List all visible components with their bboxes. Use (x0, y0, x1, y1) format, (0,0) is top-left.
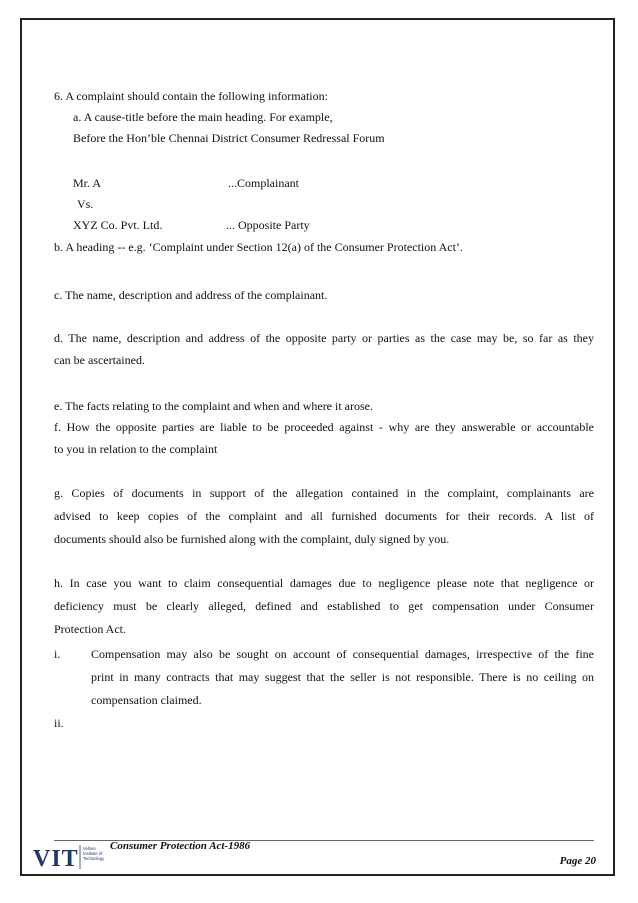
item-h-line1: h. In case you want to claim consequential damages due to negligence please note that negligence or (54, 576, 594, 590)
item-g-line2: advised to keep copies of the complaint and all furnished documents for their records. A list of (54, 509, 594, 523)
item-i-marker: i. (54, 647, 61, 661)
item-i-line2: print in many contracts that may suggest that the seller is not responsible. There is no ceiling on (91, 670, 594, 684)
party-b-name: XYZ Co. Pvt. Ltd. (73, 218, 163, 232)
item-i-line1: Compensation may also be sought on account of consequential damages, irrespective of the fine (91, 647, 594, 661)
page-number: Page 20 (559, 855, 596, 867)
item-g-line1: g. Copies of documents in support of the allegation contained in the complaint, complainants are (54, 486, 594, 500)
party-a-role: ...Complainant (228, 176, 299, 190)
party-b-role: ... Opposite Party (226, 218, 310, 232)
item-c: c. The name, description and address of the complainant. (54, 288, 328, 302)
item-6-intro: 6. A complaint should contain the following information: (54, 89, 328, 103)
item-d-line2: can be ascertained. (54, 353, 145, 367)
vit-logo (32, 842, 106, 872)
svg-text:Institute of: Institute of (83, 851, 103, 856)
item-d-line1: d. The name, description and address of the opposite party or parties as the case may be, so far as they (54, 331, 594, 345)
versus-label: Vs. (77, 197, 94, 211)
item-6a: a. A cause-title before the main heading. For example, (73, 110, 333, 124)
item-g-line3: documents should also be furnished along with the complaint, duly signed by you. (54, 532, 450, 546)
svg-text:Technology: Technology (83, 856, 105, 861)
item-ii-marker: ii. (54, 716, 64, 730)
item-f-line2: to you in relation to the complaint (54, 442, 218, 456)
party-a-name: Mr. A (73, 176, 102, 190)
item-6-before: Before the Hon’ble Chennai District Consumer Redressal Forum (73, 131, 385, 145)
item-h-line3: Protection Act. (54, 622, 126, 636)
item-i-line3: compensation claimed. (91, 693, 202, 707)
item-f-line1: f. How the opposite parties are liable to be proceeded against - why are they answerable or accountable (54, 420, 594, 434)
item-b: b. A heading -- e.g. ‘Complaint under Section 12(a) of the Consumer Protection Act’. (54, 240, 463, 254)
item-h-line2: deficiency must be clearly alleged, defined and established to get compensation under Consumer (54, 599, 594, 613)
svg-text:Vellore: Vellore (83, 846, 96, 851)
item-e: e. The facts relating to the complaint and when and where it arose. (54, 399, 373, 413)
vit-logo-text: VIT (33, 846, 79, 872)
footer-title: Consumer Protection Act-1986 (110, 840, 251, 852)
